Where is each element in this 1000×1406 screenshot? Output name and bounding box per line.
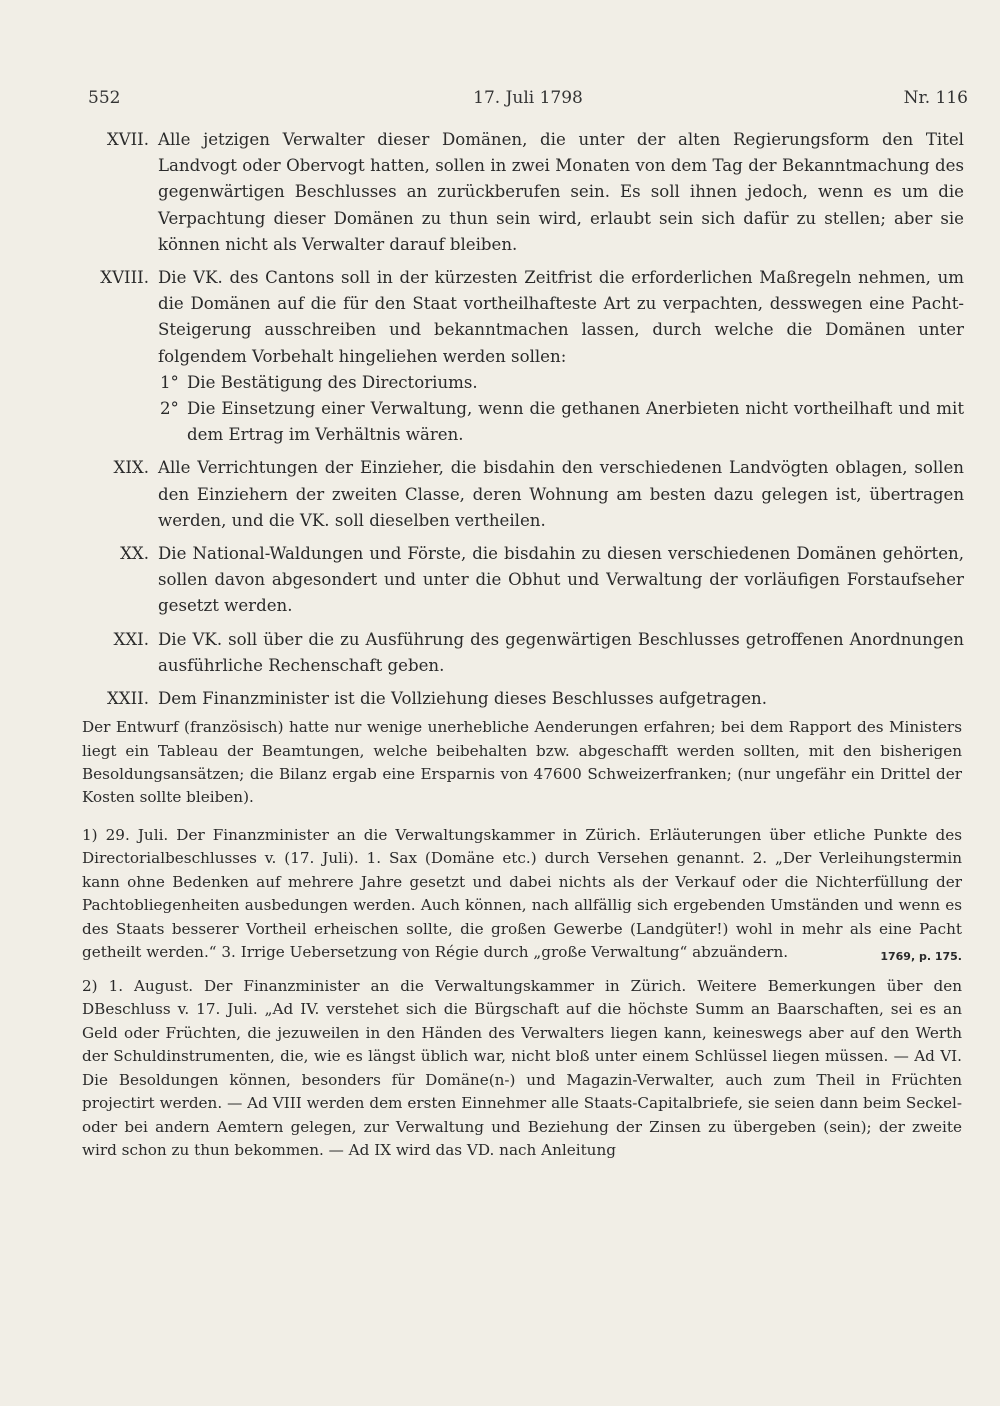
article-number: XXII.	[106, 689, 149, 709]
article-text: Die VK. des Cantons soll in der kürzesten Zeitfrist die erforderlichen Maßregeln nehmen, um die Domänen auf die für den Staat vortheilhafteste Art zu verpachten, desswegen eine Pacht-Steigerung ausschreiben und bekanntmachen lassen, durch welche die Domänen unter folgendem Vorbehalt hingeliehen werden sollen:	[158, 268, 964, 366]
item-text: Die Einsetzung einer Verwaltung, wenn die gethanen Anerbieten nicht vortheilhaft und mit dem Ertrag im Verhältnis wären.	[187, 399, 964, 445]
article-xxii	[106, 686, 964, 712]
article-number: XXI.	[113, 629, 149, 649]
item-number: 2°	[160, 399, 179, 419]
article-text: Die VK. soll über die zu Ausführung des gegenwärtigen Beschlusses getroffenen Anordnungen ausführliche Rechenschaft geben.	[158, 629, 964, 675]
articles-section	[0, 127, 1000, 1163]
article-text: Alle jetzigen Verwalter dieser Domänen, die unter der alten Regierungsform den Titel Landvogt oder Obervogt hatten, sollen in zwei Monaten von dem Tag der Bekanntmachung des gegenwärtigen Beschlusses an zurückberufen sein. Es soll ihnen jedoch, wenn es um die Verpachtung dieser Domänen zu thun sein wird, erlaubt sein sich dafür zu stellen; aber sie können nicht als Verwalter darauf bleiben.	[158, 130, 964, 254]
article-xix	[113, 455, 964, 534]
footnote-1	[82, 824, 962, 965]
article-text: Die National-Waldungen und Förste, die bisdahin zu diesen verschiedenen Domänen gehörten, sollen davon abgesondert und unter die Obhut und Verwaltung der vorläufigen Forstaufseher gesetzt werden.	[158, 544, 964, 616]
document-number: Nr. 116	[903, 88, 968, 108]
footnote-text: 2) 1. August. Der Finanzminister an die Verwaltungskammer in Zürich. Weitere Bemerkungen über den DBeschluss v. 17. Juli. „Ad IV. verstehet sich die Bürgschaft auf die höchste Summ an Baarschaften, sei es an Geld oder Früchten, die jezuweilen in den Händen des Verwalters liegen kann, keineswegs aber auf den Werth der Schuldinstrumenten, die, wie es längst üblich war, nicht bloß unter einem Schlüssel liegen müssen. — Ad VI. Die Besoldungen können, besonders für Domäne(n-) und Magazin-Verwalter, auch zum Theil in Früchten projectirt werden. — Ad VIII werden dem ersten Einnehmer alle Staats-Capitalbriefe, sie seien dann beim Seckel- oder bei andern Aemtern gelegen, zur Verwaltung und Beziehung der Zinsen zu übergeben (sein); der zweite wird schon zu thun bekommen. — Ad IX wird das VD. nach Anleitung	[82, 976, 962, 1160]
header-date: 17. Juli 1798	[473, 88, 583, 108]
article-xvii	[106, 127, 964, 258]
article-xviii	[100, 265, 964, 370]
article-number: XIX.	[113, 458, 149, 478]
article-xxi	[113, 627, 964, 679]
article-number: XX.	[120, 544, 149, 564]
editor-note: Der Entwurf (französisch) hatte nur wenige unerhebliche Aenderungen erfahren; bei dem Rapport des Ministers liegt ein Tableau der Beamtungen, welche beibehalten bzw. abgeschafft werden sollten, mit den bisherigen Besoldungsansätzen; die Bilanz ergab eine Ersparnis von 47600 Schweizerfranken; (nur ungefähr ein Drittel der Kosten sollte bleiben).	[82, 718, 962, 807]
page-number: 552	[88, 88, 121, 108]
article-text: Alle Verrichtungen der Einzieher, die bisdahin den verschiedenen Landvögten oblagen, sollen den Einziehern der zweiten Classe, deren Wohnung am besten dazu gelegen ist, übertragen werden, und die VK. soll dieselben vertheilen.	[158, 458, 964, 530]
footnote-reference: 1769, p. 175.	[880, 950, 962, 964]
article-xviii-item-2	[160, 396, 964, 448]
article-number: XVII.	[106, 130, 149, 149]
footnote-2	[82, 975, 962, 1163]
article-xviii-item-1	[160, 370, 964, 396]
article-xx	[120, 541, 964, 620]
article-number: XVIII.	[100, 268, 149, 288]
item-number: 1°	[160, 372, 179, 392]
footnote-text: 1) 29. Juli. Der Finanzminister an die Verwaltungskammer in Zürich. Erläuterungen über etliche Punkte des Directorialbeschlusses v. (17. Juli). 1. Sax (Domäne etc.) durch Versehen genannt. 2. „Der Verleihungstermin kann ohne Bedenken auf mehrere Jahre gesetzt und dabei nichts als der Verkauf oder die Nichterfüllung der Pachtobliegenheiten ausbedungen werden. Auch können, nach allfällig sich ergebenden Umständen und wenn es des Staats besserer Vortheil erheischen sollte, die großen Gewerbe (Landgüter!) wohl in mehr als eine Pacht getheilt werden.“ 3. Irrige Uebersetzung von Régie durch „große Verwaltung“ abzuändern.	[82, 825, 962, 962]
article-text: Dem Finanzminister ist die Vollziehung dieses Beschlusses aufgetragen.	[158, 689, 767, 709]
item-text: Die Bestätigung des Directoriums.	[187, 372, 478, 392]
